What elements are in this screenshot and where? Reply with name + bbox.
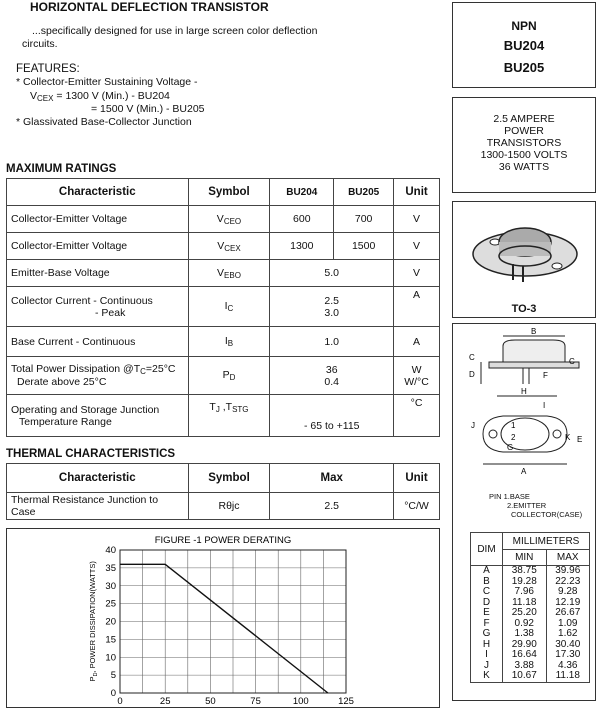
- y-tick-label: 25: [105, 598, 116, 610]
- feature-1-a-text: = 1300 V (Min.) - BU204: [56, 90, 170, 102]
- col-characteristic: Characteristic: [7, 179, 189, 206]
- th-col-characteristic: Characteristic: [7, 464, 189, 493]
- th-col-unit: Unit: [394, 464, 440, 493]
- dim-min: 16.64: [503, 650, 547, 661]
- y-tick-label: 30: [105, 580, 116, 592]
- vcex-subscript: CEX: [37, 94, 54, 103]
- row-symbol: $P_D$: [188, 357, 270, 395]
- dim-label-a: A: [521, 467, 527, 476]
- dim-label-j: J: [471, 421, 475, 430]
- spec-line-3: TRANSISTORS: [486, 137, 562, 149]
- dim-min: 38.75: [503, 566, 547, 577]
- dim-max: 22.23: [546, 577, 590, 588]
- dim-label-pin1: 1: [511, 421, 516, 430]
- max-ratings-title: MAXIMUM RATINGS: [6, 163, 117, 175]
- table-row: [7, 327, 440, 357]
- row-unit: V: [394, 233, 440, 260]
- dim-max: 26.67: [546, 608, 590, 619]
- dim-letter: J: [471, 661, 503, 672]
- col-bu204: BU204: [270, 179, 334, 206]
- dim-max: 39.96: [546, 566, 590, 577]
- col-bu205: BU205: [334, 179, 394, 206]
- dim-min: 19.28: [503, 577, 547, 588]
- dim-max: 9.28: [546, 587, 590, 598]
- dim-letter: G: [471, 629, 503, 640]
- y-tick-label: 0: [110, 688, 116, 699]
- row-unit: W W/°C: [394, 357, 440, 395]
- feature-2: * Glassivated Base-Collector Junction: [16, 116, 192, 128]
- x-tick-label: 25: [159, 696, 171, 707]
- dim-min: 29.90: [503, 640, 547, 651]
- pin-2: 2.EMITTER: [507, 501, 547, 510]
- dim-letter: H: [471, 640, 503, 651]
- row-symbol: $T_J$ $,T_{STG}$: [188, 395, 270, 437]
- row-char: Operating and Storage Junction Temperature Range: [7, 395, 189, 437]
- dim-max: 17.30: [546, 650, 590, 661]
- derating-curve: [120, 564, 328, 693]
- dim-max: 4.36: [546, 661, 590, 672]
- row-char: Collector-Emitter Voltage: [7, 206, 189, 233]
- part-bu205: BU205: [503, 60, 545, 75]
- row-unit: A: [394, 327, 440, 357]
- dim-letter: B: [471, 577, 503, 588]
- spec-box: [452, 97, 596, 193]
- max-header: MAX: [546, 550, 590, 566]
- row-bu205: 700: [334, 206, 394, 233]
- features-title: FEATURES:: [16, 63, 80, 75]
- table-row: [7, 206, 440, 233]
- dim-header: DIM: [471, 533, 503, 566]
- dim-letter: E: [471, 608, 503, 619]
- row-bu204: 1300: [270, 233, 334, 260]
- row-unit: °C/W: [394, 493, 440, 520]
- row-unit: V: [394, 206, 440, 233]
- intro-line-2: circuits.: [22, 38, 58, 50]
- dim-label-c-right: C: [569, 357, 575, 366]
- dim-letter: I: [471, 650, 503, 661]
- thermal-title: THERMAL CHARACTERISTICS: [6, 448, 176, 460]
- dim-min: 25.20: [503, 608, 547, 619]
- page-title: HORIZONTAL DEFLECTION TRANSISTOR: [30, 0, 269, 14]
- row-value: 2.5 3.0: [270, 287, 394, 327]
- row-symbol: Rθjc: [188, 493, 270, 520]
- dim-row: [471, 587, 590, 598]
- col-unit: Unit: [394, 179, 440, 206]
- dim-min: 11.18: [503, 598, 547, 609]
- dim-min: 10.67: [503, 671, 547, 682]
- spec-line-2: POWER: [504, 125, 544, 137]
- row-value: 5.0: [270, 260, 394, 287]
- dim-max: 12.19: [546, 598, 590, 609]
- row-char: Emitter-Base Voltage: [7, 260, 189, 287]
- table-row: [7, 493, 440, 520]
- dim-row: [471, 608, 590, 619]
- row-unit: V: [394, 260, 440, 287]
- y-tick-label: 10: [105, 652, 116, 664]
- dimension-drawing: [453, 324, 597, 514]
- row-value: 36 0.4: [270, 357, 394, 395]
- dim-label-g: G: [507, 443, 514, 452]
- chart-svg: [7, 529, 439, 707]
- row-symbol: $V_{CEO}$: [188, 206, 270, 233]
- dim-label-f: F: [543, 371, 548, 380]
- y-tick-label: 35: [105, 562, 116, 574]
- row-symbol: $I_C$: [188, 287, 270, 327]
- dim-letter: A: [471, 566, 503, 577]
- power-derating-chart: [6, 528, 440, 708]
- dim-label-e: E: [577, 435, 583, 444]
- table-row: [7, 357, 440, 395]
- row-value: 1.0: [270, 327, 394, 357]
- dim-row: [471, 650, 590, 661]
- y-tick-label: 15: [105, 634, 116, 646]
- row-max: 2.5: [270, 493, 394, 520]
- min-header: MIN: [503, 550, 547, 566]
- part-number-box: [452, 2, 596, 88]
- dim-max: 11.18: [546, 671, 590, 682]
- dim-row: [471, 566, 590, 577]
- spec-line-5: 36 WATTS: [498, 161, 550, 173]
- col-symbol: Symbol: [188, 179, 270, 206]
- dim-label-i: I: [543, 401, 546, 410]
- row-value: - 65 to +115: [270, 395, 394, 437]
- dim-max: 1.09: [546, 619, 590, 630]
- y-tick-label: 20: [105, 616, 116, 628]
- x-tick-label: 50: [205, 696, 216, 707]
- table-row: [7, 233, 440, 260]
- package-box: [452, 201, 596, 318]
- dim-min: 3.88: [503, 661, 547, 672]
- pin-3: COLLECTOR(CASE): [511, 510, 583, 519]
- y-axis-label: $P_D$, POWER DISSIPATION(WATTS): [88, 561, 99, 682]
- dim-label-k: K: [565, 433, 571, 442]
- dim-label-d: D: [469, 370, 475, 379]
- row-char: Thermal Resistance Junction to Case: [7, 493, 189, 520]
- dim-letter: C: [471, 587, 503, 598]
- spec-line-4: 1300-1500 VOLTS: [480, 149, 568, 161]
- intro-line-1: ...specifically designed for use in large screen color deflection: [32, 25, 318, 37]
- feature-1-a: [30, 90, 170, 103]
- dim-letter: D: [471, 598, 503, 609]
- part-bu204: BU204: [503, 38, 545, 53]
- row-symbol: $V_{CEX}$: [188, 233, 270, 260]
- dim-min: 7.96: [503, 587, 547, 598]
- row-char: Collector Current - Continuous - Peak: [7, 287, 189, 327]
- table-row: [7, 287, 440, 327]
- to3-package-image: [453, 202, 597, 302]
- x-tick-label: 75: [250, 696, 261, 707]
- feature-1-b: = 1500 V (Min.) - BU205: [91, 103, 205, 115]
- row-symbol: $I_B$: [188, 327, 270, 357]
- dim-min: 1.38: [503, 629, 547, 640]
- dim-label-pin2: 2: [511, 433, 516, 442]
- dim-letter: F: [471, 619, 503, 630]
- package-label: TO-3: [511, 303, 537, 315]
- max-ratings-table: [6, 178, 440, 437]
- dim-label-b: B: [531, 327, 537, 336]
- dim-letter: K: [471, 671, 503, 682]
- dim-label-h: H: [521, 387, 527, 396]
- spec-line-1: 2.5 AMPERE: [493, 113, 555, 125]
- row-char: Base Current - Continuous: [7, 327, 189, 357]
- dimension-table: [470, 532, 590, 683]
- row-char: Total Power Dissipation $@T_C=25^\circ C$ Derate above 25°C: [7, 357, 189, 395]
- dim-label-c-left: C: [469, 353, 475, 362]
- th-col-symbol: Symbol: [188, 464, 270, 493]
- row-unit: A: [394, 287, 440, 327]
- vcex-symbol: V: [30, 90, 38, 102]
- chart-title: FIGURE -1 POWER DERATING: [154, 535, 292, 546]
- row-bu205: 1500: [334, 233, 394, 260]
- th-col-max: Max: [270, 464, 394, 493]
- x-tick-label: 100: [292, 696, 309, 707]
- pin-title: PIN 1.BASE: [489, 492, 530, 501]
- millimeters-header: MILLIMETERS: [503, 533, 590, 550]
- dim-row: [471, 671, 590, 682]
- dim-max: 30.40: [546, 640, 590, 651]
- x-tick-label: 125: [338, 696, 354, 707]
- table-row: [7, 260, 440, 287]
- row-bu204: 600: [270, 206, 334, 233]
- row-char: Collector-Emitter Voltage: [7, 233, 189, 260]
- dim-row: [471, 629, 590, 640]
- row-unit: °C: [394, 395, 440, 437]
- dim-min: 0.92: [503, 619, 547, 630]
- row-symbol: $V_{EBO}$: [188, 260, 270, 287]
- thermal-table: [6, 463, 440, 520]
- y-tick-label: 5: [110, 670, 116, 682]
- x-tick-label: 0: [117, 696, 123, 707]
- part-type: NPN: [511, 19, 537, 33]
- y-tick-label: 40: [105, 545, 116, 556]
- table-row: [7, 395, 440, 437]
- dim-max: 1.62: [546, 629, 590, 640]
- dimension-rows: [471, 566, 590, 683]
- feature-1: * Collector-Emitter Sustaining Voltage -: [16, 76, 198, 88]
